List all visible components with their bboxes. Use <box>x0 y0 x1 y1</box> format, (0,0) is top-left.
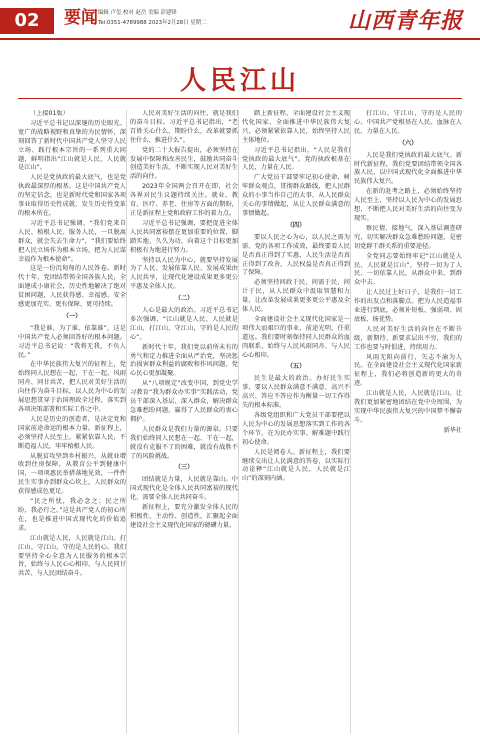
article-paragraph: “我是谁、为了谁、依靠谁”，这是中国共产党人必须回答好的根本问题。习近平总书记说：“我将无我，不负人民。” <box>18 324 126 359</box>
editor-credits: 编辑 卢玺 校对 赵岳 美编 彭建锋 <box>98 10 177 16</box>
article-paragraph: 新时代十年，我们党以前所未有的勇气和定力推进全面从严治党，坚决惩治损害群众利益的腐败和作风问题，党心民心更加凝聚。 <box>130 343 238 378</box>
article-paragraph: 江山就是人民，人民就是江山。打江山、守江山，守的是人民的心。我们要坚持全心全意为人民服务的根本宗旨，始终与人民心心相印、与人民同甘共苦、与人民团结奋斗。 <box>18 534 126 578</box>
article-paragraph: 从“八项规定”改变中国，到党史学习教育“我为群众办实事”实践活动，党员干部深入基层、深入群众，解决群众急难愁盼问题，赢得了人民群众的衷心拥护。 <box>130 380 238 423</box>
article-column-3 <box>242 110 350 734</box>
article-byline: 新华社 <box>443 426 462 434</box>
article-paragraph: 踏上新征程，全面建设社会主义现代化国家、全面推进中华民族伟大复兴，必须紧紧依靠人民，始终坚持人民主体地位。 <box>242 110 350 144</box>
article-paragraph: 人民对美好生活的向往，就是我们的奋斗目标。习近平总书记指出，“老百姓关心什么、期盼什么，改革就要抓住什么、推进什么”。 <box>130 110 238 144</box>
article-paragraph: 打江山、守江山，守的是人民的心。中国共产党根基在人民、血脉在人民、力量在人民。 <box>354 110 462 135</box>
article-paragraph: 人民群众是我们力量的源泉。只要我们始终同人民想在一起、干在一起，就没有克服不了的困难，就没有战胜不了的风险挑战。 <box>130 425 238 460</box>
article-paragraph: 广大党员干部要牢记初心使命，树牢群众观点，贯彻群众路线，把人民群众的小事当作自己的大事，从人民群众关心的事情做起，从让人民群众满意的事情做起。 <box>242 174 350 217</box>
article-paragraph: 要以人民之心为心，以人民之需为需。党的各项工作成效，最终要看人民是否真正得到了实惠，人民生活是否真正得到了改善，人民权益是否真正得到了保障。 <box>242 233 350 277</box>
article-paragraph: 人民是阅卷人。新征程上，我们要继续交出让人民满意的答卷，以实际行动诠释“江山就是人民，人民就是江山”的深刻内涵。 <box>242 448 350 483</box>
article-paragraph: 让人民过上好日子，是我们一切工作的出发点和落脚点。把为人民造福事业进行到底，必须补短板、强弱项、固底板、扬优势。 <box>354 289 462 323</box>
column-separator <box>238 110 239 734</box>
section-number: （五） <box>286 363 306 371</box>
article-paragraph: 风雨无阻向前行，矢志不渝为人民。在全面建设社会主义现代化国家新征程上，我们必将创造新的更大的奇迹。 <box>354 353 462 388</box>
article-paragraph: 2023年全国两会召开在即，社会各界对民生议题持续关注。就业、教育、医疗、养老、住房等方面的期盼，正是新征程上党和政府工作的着力点。 <box>130 183 238 217</box>
article-paragraph: 全党同志要始终牢记“江山就是人民、人民就是江山”，坚持一切为了人民、一切依靠人民，从群众中来、到群众中去。 <box>354 252 462 287</box>
article-paragraph: 民生是最大的政治。办好民生实事，要以人民群众满意不满意、高兴不高兴、答应不答应作为衡量一切工作得失的根本标准。 <box>242 375 350 410</box>
article-paragraph: （上接01版） <box>30 110 69 117</box>
article-paragraph: “民之所忧，我必念之；民之所盼，我必行之。”这是共产党人的初心所在，也是推进中国式现代化的价值追求。 <box>18 498 126 532</box>
article-paragraph: 坚持以人民为中心，就要坚持发展为了人民、发展依靠人民、发展成果由人民共享，让现代化建设成果更多更公平惠及全体人民。 <box>130 256 238 291</box>
article-paragraph: 这是一份沉甸甸的人民答卷。新时代十年，党团结带领全国各族人民，全面建成小康社会，历史性地解决了绝对贫困问题，人民获得感、幸福感、安全感更加充实、更有保障、更可持续。 <box>18 265 126 309</box>
article-paragraph: 人民对美好生活的向往在不断升级，新期待、新要求层出不穷，我们的工作也要与时俱进，持续用力。 <box>354 325 462 351</box>
article-paragraph: 在中华民族伟大复兴的征程上，党始终同人民想在一起、干在一起，风雨同舟、同甘共苦，把人民对美好生活的向往作为奋斗目标，以人民为中心的发展思想贯穿于治国理政全过程，落实到各项决策部署和实际工作之中。 <box>18 361 126 413</box>
section-number: （六） <box>398 139 418 147</box>
column-separator <box>350 110 351 734</box>
section-number: （三） <box>174 464 194 472</box>
article-paragraph: 习近平总书记强调，要把促进全体人民共同富裕摆在更加重要的位置，脚踏实地、久久为功，向着这个目标更加积极有为地进行努力。 <box>130 219 238 254</box>
article-paragraph: 察民情、接地气，深入基层调查研究，切实解决群众急难愁盼问题，是密切党群干群关系的重要途径。 <box>354 224 462 250</box>
article-paragraph: 人民是党执政的最大底气，也是党执政最深厚的根基。这是中国共产党人的坚定信念，也是新时代党和国家各项事业取得历史性成就、发生历史性变革的根本所在。 <box>18 174 126 217</box>
article-paragraph: 党的二十大报告提出，必须坚持在发展中保障和改善民生，鼓励共同奋斗创造美好生活，不断实现人民对美好生活的向往。 <box>130 146 238 181</box>
article-paragraph: 各级党组织和广大党员干部要把以人民为中心的发展思想落实到工作的各个环节，在为民办实事、解难题中践行初心使命。 <box>242 412 350 446</box>
article-headline: 人民江山 <box>179 66 300 96</box>
article-column-2 <box>130 110 238 734</box>
section-number: （二） <box>174 295 194 303</box>
column-separator <box>126 110 127 734</box>
article-paragraph: 习近平总书记以深邃的历史眼光、宽广的战略视野和真挚的为民情怀，深刻回答了新时代中国共产党人坚守人民立场、践行根本宗旨的一系列重大问题，鲜明指出“江山就是人民，人民就是江山”。 <box>18 119 126 172</box>
article-paragraph: 全面建设社会主义现代化国家是一项伟大而艰巨的事业，前途光明，任重道远。我们要时刻保持同人民群众的血肉联系，始终与人民风雨同舟、与人民心心相印。 <box>242 315 350 359</box>
article-paragraph: 团结就是力量，人民就是靠山。中国式现代化是全体人民共同富裕的现代化，需要全体人民共同奋斗。 <box>130 476 238 502</box>
article-paragraph: 人心是最大的政治。习近平总书记多次强调，“江山就是人民、人民就是江山，打江山、守江山，守的是人民的心”。 <box>130 307 238 341</box>
contact-date-line: Tel:0351-4789988 2023年2月28日 星期二 <box>98 20 207 26</box>
masthead-divider <box>0 38 480 40</box>
section-number: （一） <box>62 312 82 320</box>
article-column-4 <box>354 110 462 734</box>
section-title: 要闻 <box>64 8 98 28</box>
article-paragraph: 习近平总书记指出，“人民是我们党执政的最大底气”。党的执政根基在人民，力量在人民。 <box>242 146 350 172</box>
article-column-1 <box>18 110 126 734</box>
article-paragraph: 习近平总书记强调，“我们党来自人民、植根人民、服务人民，一旦脱离群众，就会失去生命力”，“我们要始终把人民立场作为根本立场，把为人民谋幸福作为根本使命”。 <box>18 219 126 263</box>
masthead <box>0 0 480 44</box>
page-number: 02 <box>0 8 54 34</box>
article-paragraph: 人民是历史的创造者，是决定党和国家前途命运的根本力量。新征程上，必须坚持人民至上，紧紧依靠人民，不断造福人民，牢牢植根人民。 <box>18 415 126 450</box>
article-paragraph: 从脱贫攻坚到乡村振兴，从就业增收到住房保障，从教育公平到健康中国，一项项惠民举措落地见效，一件件民生实事办到群众心坎上，人民群众的获得感成色更足。 <box>18 452 126 496</box>
article-paragraph: 在新的赶考之路上，必须始终坚持人民至上，坚持以人民为中心的发展思想，不断把人民对美好生活的向往变为现实。 <box>354 188 462 222</box>
article-paragraph: 必须坚持问政于民、问需于民、问计于民，从人民群众中汲取智慧和力量，让改革发展成果更多更公平惠及全体人民。 <box>242 279 350 314</box>
article-paragraph: 新征程上，要充分激发全体人民的积极性、主动性、创造性，汇聚起全面建设社会主义现代化国家的磅礴力量。 <box>130 504 238 529</box>
section-number: （四） <box>286 221 306 229</box>
article-paragraph: 江山就是人民，人民就是江山。让我们更加紧密地团结在党中央周围，为实现中华民族伟大复兴的中国梦不懈奋斗。 <box>354 390 462 424</box>
newspaper-logo: 山西青年报 <box>348 8 464 34</box>
headline-divider <box>18 98 462 99</box>
article-paragraph: 人民是我们党执政的最大底气。新时代新征程，我们党要团结带领全国各族人民，以中国式现代化全面推进中华民族伟大复兴。 <box>354 151 462 186</box>
